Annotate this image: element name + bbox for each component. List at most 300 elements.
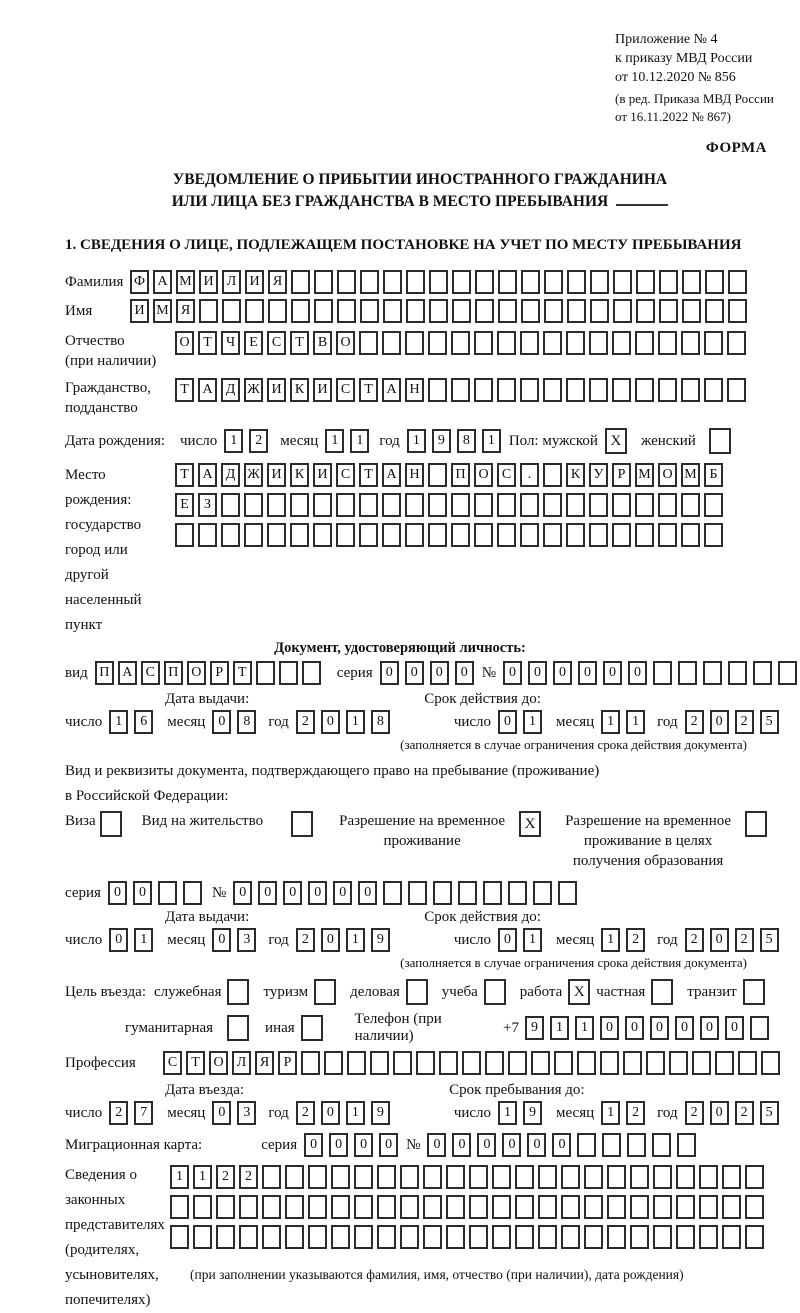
form-cell[interactable] <box>216 1195 235 1219</box>
form-cell[interactable]: 2 <box>735 1101 754 1125</box>
form-cell[interactable]: 7 <box>134 1101 153 1125</box>
form-cell[interactable] <box>331 1195 350 1219</box>
form-cell[interactable]: 1 <box>109 710 128 734</box>
form-cell[interactable] <box>521 270 540 294</box>
form-cell[interactable] <box>612 493 631 517</box>
form-cell[interactable]: 2 <box>685 1101 704 1125</box>
doc-valid-day-input[interactable] <box>498 710 548 734</box>
stay-month-input[interactable] <box>601 1101 651 1125</box>
form-cell[interactable]: Л <box>232 1051 251 1075</box>
form-cell[interactable] <box>567 270 586 294</box>
form-cell[interactable] <box>538 1195 557 1219</box>
form-cell[interactable] <box>406 979 428 1005</box>
form-cell[interactable]: 2 <box>626 928 645 952</box>
form-cell[interactable] <box>428 378 447 402</box>
residence-permit-checkbox[interactable] <box>291 811 317 837</box>
form-cell[interactable] <box>227 1015 249 1041</box>
form-cell[interactable] <box>377 1165 396 1189</box>
sex-male-checkbox[interactable] <box>605 428 631 454</box>
migration-card-number-input[interactable] <box>427 1133 702 1157</box>
form-cell[interactable] <box>567 299 586 323</box>
form-cell[interactable] <box>193 1195 212 1219</box>
permit-valid-year-input[interactable] <box>685 928 785 952</box>
form-cell[interactable] <box>313 523 332 547</box>
form-cell[interactable]: 0 <box>650 1016 669 1040</box>
surname-input[interactable] <box>130 270 751 294</box>
form-cell[interactable] <box>651 979 673 1005</box>
form-cell[interactable] <box>682 270 701 294</box>
form-cell[interactable] <box>745 1195 764 1219</box>
form-cell[interactable] <box>446 1165 465 1189</box>
form-cell[interactable] <box>678 661 697 685</box>
form-cell[interactable] <box>520 378 539 402</box>
form-cell[interactable] <box>722 1165 741 1189</box>
form-cell[interactable] <box>681 331 700 355</box>
form-cell[interactable] <box>612 331 631 355</box>
form-cell[interactable]: С <box>141 661 160 685</box>
legal-reps-input-line1[interactable] <box>170 1165 768 1189</box>
form-cell[interactable]: 2 <box>685 928 704 952</box>
form-cell[interactable]: 0 <box>283 881 302 905</box>
form-cell[interactable] <box>359 331 378 355</box>
form-cell[interactable] <box>728 270 747 294</box>
form-cell[interactable] <box>336 523 355 547</box>
form-cell[interactable]: 1 <box>350 429 369 453</box>
form-cell[interactable]: 1 <box>407 429 426 453</box>
form-cell[interactable]: 0 <box>700 1016 719 1040</box>
form-cell[interactable]: И <box>267 463 286 487</box>
form-cell[interactable] <box>221 493 240 517</box>
form-cell[interactable] <box>727 331 746 355</box>
form-cell[interactable]: 0 <box>333 881 352 905</box>
form-cell[interactable] <box>370 1051 389 1075</box>
form-cell[interactable] <box>100 811 122 837</box>
form-cell[interactable] <box>458 881 477 905</box>
form-cell[interactable]: Т <box>175 463 194 487</box>
form-cell[interactable] <box>543 523 562 547</box>
form-cell[interactable] <box>290 493 309 517</box>
form-cell[interactable]: 0 <box>503 661 522 685</box>
purpose-private-checkbox[interactable] <box>651 979 677 1005</box>
form-cell[interactable]: И <box>267 378 286 402</box>
entry-day-input[interactable] <box>109 1101 159 1125</box>
form-cell[interactable] <box>337 299 356 323</box>
purpose-tourism-checkbox[interactable] <box>314 979 340 1005</box>
form-cell[interactable] <box>704 331 723 355</box>
form-cell[interactable] <box>451 493 470 517</box>
form-cell[interactable] <box>745 1165 764 1189</box>
form-cell[interactable] <box>743 979 765 1005</box>
form-cell[interactable]: 9 <box>371 1101 390 1125</box>
form-cell[interactable] <box>709 428 731 454</box>
form-cell[interactable] <box>738 1051 757 1075</box>
form-cell[interactable]: 6 <box>134 710 153 734</box>
form-cell[interactable]: 9 <box>525 1016 544 1040</box>
phone-input[interactable] <box>525 1016 775 1040</box>
form-cell[interactable] <box>244 523 263 547</box>
form-cell[interactable] <box>533 881 552 905</box>
form-cell[interactable]: 2 <box>216 1165 235 1189</box>
form-cell[interactable] <box>301 1015 323 1041</box>
permit-valid-day-input[interactable] <box>498 928 548 952</box>
form-cell[interactable] <box>347 1051 366 1075</box>
form-cell[interactable] <box>360 299 379 323</box>
doc-series-input[interactable] <box>380 661 480 685</box>
form-cell[interactable] <box>561 1165 580 1189</box>
form-cell[interactable] <box>658 331 677 355</box>
form-cell[interactable]: Т <box>359 463 378 487</box>
form-cell[interactable] <box>635 378 654 402</box>
form-cell[interactable] <box>750 1016 769 1040</box>
form-cell[interactable] <box>653 1225 672 1249</box>
form-cell[interactable] <box>676 1195 695 1219</box>
form-cell[interactable] <box>623 1051 642 1075</box>
form-cell[interactable] <box>354 1165 373 1189</box>
form-cell[interactable]: . <box>520 463 539 487</box>
form-cell[interactable]: 0 <box>380 661 399 685</box>
form-cell[interactable] <box>753 661 772 685</box>
form-cell[interactable] <box>474 378 493 402</box>
form-cell[interactable] <box>498 270 517 294</box>
form-cell[interactable] <box>256 661 275 685</box>
temp-permit-checkbox[interactable] <box>519 811 545 837</box>
form-cell[interactable]: 8 <box>237 710 256 734</box>
form-cell[interactable]: О <box>336 331 355 355</box>
form-cell[interactable] <box>314 299 333 323</box>
form-cell[interactable]: А <box>153 270 172 294</box>
form-cell[interactable] <box>469 1165 488 1189</box>
birthdate-month-input[interactable] <box>325 429 375 453</box>
form-cell[interactable]: С <box>163 1051 182 1075</box>
form-cell[interactable]: 1 <box>626 710 645 734</box>
form-cell[interactable] <box>285 1195 304 1219</box>
form-cell[interactable] <box>635 523 654 547</box>
form-cell[interactable] <box>658 493 677 517</box>
form-cell[interactable] <box>566 331 585 355</box>
form-cell[interactable] <box>705 299 724 323</box>
form-cell[interactable] <box>612 523 631 547</box>
form-cell[interactable] <box>543 493 562 517</box>
form-cell[interactable] <box>607 1225 626 1249</box>
form-cell[interactable]: Я <box>255 1051 274 1075</box>
legal-reps-input-line2[interactable] <box>170 1195 768 1219</box>
form-cell[interactable] <box>558 881 577 905</box>
form-cell[interactable] <box>428 493 447 517</box>
form-cell[interactable]: X <box>605 428 627 454</box>
form-cell[interactable] <box>613 270 632 294</box>
form-cell[interactable]: К <box>290 463 309 487</box>
form-cell[interactable] <box>543 378 562 402</box>
form-cell[interactable]: С <box>336 463 355 487</box>
form-cell[interactable]: Т <box>186 1051 205 1075</box>
form-cell[interactable] <box>262 1195 281 1219</box>
form-cell[interactable] <box>497 493 516 517</box>
form-cell[interactable] <box>653 661 672 685</box>
form-cell[interactable]: И <box>313 378 332 402</box>
form-cell[interactable] <box>521 299 540 323</box>
form-cell[interactable]: 5 <box>760 1101 779 1125</box>
form-cell[interactable] <box>589 331 608 355</box>
form-cell[interactable] <box>630 1165 649 1189</box>
form-cell[interactable] <box>474 493 493 517</box>
form-cell[interactable] <box>699 1165 718 1189</box>
form-cell[interactable]: 2 <box>735 928 754 952</box>
form-cell[interactable] <box>704 523 723 547</box>
form-cell[interactable] <box>382 493 401 517</box>
form-cell[interactable] <box>393 1051 412 1075</box>
form-cell[interactable] <box>590 299 609 323</box>
form-cell[interactable] <box>636 299 655 323</box>
form-cell[interactable] <box>446 1225 465 1249</box>
form-cell[interactable]: 2 <box>296 1101 315 1125</box>
form-cell[interactable] <box>474 331 493 355</box>
form-cell[interactable] <box>423 1225 442 1249</box>
form-cell[interactable] <box>285 1225 304 1249</box>
form-cell[interactable] <box>331 1165 350 1189</box>
form-cell[interactable] <box>308 1165 327 1189</box>
form-cell[interactable] <box>416 1051 435 1075</box>
form-cell[interactable]: 0 <box>354 1133 373 1157</box>
form-cell[interactable]: 2 <box>109 1101 128 1125</box>
edu-permit-checkbox[interactable] <box>745 811 771 837</box>
form-cell[interactable] <box>302 661 321 685</box>
form-cell[interactable] <box>722 1225 741 1249</box>
form-cell[interactable]: 0 <box>625 1016 644 1040</box>
citizenship-input[interactable] <box>175 378 750 402</box>
form-cell[interactable] <box>183 881 202 905</box>
form-cell[interactable] <box>584 1225 603 1249</box>
form-cell[interactable] <box>428 523 447 547</box>
doc-issue-day-input[interactable] <box>109 710 159 734</box>
form-cell[interactable] <box>612 378 631 402</box>
form-cell[interactable] <box>589 493 608 517</box>
form-cell[interactable]: 1 <box>601 710 620 734</box>
form-cell[interactable]: 2 <box>735 710 754 734</box>
form-cell[interactable] <box>383 270 402 294</box>
form-cell[interactable]: У <box>589 463 608 487</box>
form-cell[interactable]: 0 <box>710 710 729 734</box>
form-cell[interactable] <box>635 493 654 517</box>
purpose-transit-checkbox[interactable] <box>743 979 769 1005</box>
doc-valid-year-input[interactable] <box>685 710 785 734</box>
form-cell[interactable]: И <box>199 270 218 294</box>
form-cell[interactable]: 0 <box>552 1133 571 1157</box>
form-cell[interactable] <box>485 1051 504 1075</box>
form-cell[interactable]: 1 <box>134 928 153 952</box>
form-cell[interactable]: X <box>568 979 590 1005</box>
birthdate-day-input[interactable] <box>224 429 274 453</box>
form-cell[interactable] <box>613 299 632 323</box>
form-cell[interactable] <box>554 1051 573 1075</box>
form-cell[interactable] <box>715 1051 734 1075</box>
form-cell[interactable]: О <box>658 463 677 487</box>
form-cell[interactable] <box>699 1225 718 1249</box>
form-cell[interactable]: 3 <box>237 1101 256 1125</box>
form-cell[interactable]: 0 <box>321 710 340 734</box>
form-cell[interactable]: 0 <box>628 661 647 685</box>
form-cell[interactable]: 1 <box>193 1165 212 1189</box>
form-cell[interactable] <box>405 523 424 547</box>
form-cell[interactable]: 8 <box>371 710 390 734</box>
form-cell[interactable] <box>646 1051 665 1075</box>
form-cell[interactable]: 2 <box>626 1101 645 1125</box>
form-cell[interactable]: 0 <box>502 1133 521 1157</box>
permit-issue-month-input[interactable] <box>212 928 262 952</box>
form-cell[interactable] <box>324 1051 343 1075</box>
form-cell[interactable]: 1 <box>575 1016 594 1040</box>
form-cell[interactable] <box>354 1225 373 1249</box>
form-cell[interactable] <box>658 523 677 547</box>
form-cell[interactable] <box>677 1133 696 1157</box>
form-cell[interactable] <box>508 881 527 905</box>
permit-issue-day-input[interactable] <box>109 928 159 952</box>
form-cell[interactable]: Я <box>176 299 195 323</box>
form-cell[interactable] <box>577 1133 596 1157</box>
form-cell[interactable] <box>699 1195 718 1219</box>
entry-month-input[interactable] <box>212 1101 262 1125</box>
name-input[interactable] <box>130 299 751 323</box>
form-cell[interactable] <box>314 979 336 1005</box>
form-cell[interactable]: 1 <box>523 710 542 734</box>
form-cell[interactable] <box>400 1165 419 1189</box>
form-cell[interactable]: К <box>566 463 585 487</box>
form-cell[interactable]: С <box>497 463 516 487</box>
form-cell[interactable]: 0 <box>108 881 127 905</box>
form-cell[interactable] <box>170 1225 189 1249</box>
form-cell[interactable]: Е <box>244 331 263 355</box>
form-cell[interactable] <box>221 523 240 547</box>
form-cell[interactable] <box>520 331 539 355</box>
form-cell[interactable]: М <box>635 463 654 487</box>
form-cell[interactable]: 0 <box>133 881 152 905</box>
form-cell[interactable]: 1 <box>601 1101 620 1125</box>
form-cell[interactable] <box>492 1165 511 1189</box>
form-cell[interactable]: И <box>130 299 149 323</box>
form-cell[interactable] <box>483 881 502 905</box>
form-cell[interactable]: 0 <box>212 1101 231 1125</box>
form-cell[interactable] <box>216 1225 235 1249</box>
form-cell[interactable]: Л <box>222 270 241 294</box>
form-cell[interactable] <box>428 331 447 355</box>
form-cell[interactable]: 0 <box>233 881 252 905</box>
form-cell[interactable] <box>408 881 427 905</box>
form-cell[interactable] <box>544 299 563 323</box>
form-cell[interactable]: Ж <box>244 463 263 487</box>
form-cell[interactable]: 0 <box>308 881 327 905</box>
patronymic-input[interactable] <box>175 331 750 355</box>
form-cell[interactable] <box>520 523 539 547</box>
sex-female-checkbox[interactable] <box>709 428 735 454</box>
form-cell[interactable] <box>262 1165 281 1189</box>
form-cell[interactable] <box>451 378 470 402</box>
form-cell[interactable] <box>406 270 425 294</box>
form-cell[interactable] <box>354 1195 373 1219</box>
form-cell[interactable] <box>451 523 470 547</box>
form-cell[interactable]: 9 <box>432 429 451 453</box>
form-cell[interactable]: А <box>382 378 401 402</box>
form-cell[interactable]: 0 <box>427 1133 446 1157</box>
form-cell[interactable] <box>290 523 309 547</box>
form-cell[interactable]: 1 <box>482 429 501 453</box>
form-cell[interactable]: П <box>451 463 470 487</box>
form-cell[interactable] <box>475 270 494 294</box>
form-cell[interactable]: 0 <box>578 661 597 685</box>
form-cell[interactable]: Т <box>290 331 309 355</box>
form-cell[interactable] <box>682 299 701 323</box>
form-cell[interactable] <box>692 1051 711 1075</box>
form-cell[interactable]: 0 <box>603 661 622 685</box>
doc-number-input[interactable] <box>503 661 800 685</box>
form-cell[interactable]: Ф <box>130 270 149 294</box>
form-cell[interactable]: 2 <box>296 710 315 734</box>
form-cell[interactable]: 1 <box>523 928 542 952</box>
form-cell[interactable] <box>406 299 425 323</box>
form-cell[interactable] <box>728 661 747 685</box>
form-cell[interactable]: Я <box>268 270 287 294</box>
form-cell[interactable] <box>474 523 493 547</box>
form-cell[interactable]: 1 <box>498 1101 517 1125</box>
form-cell[interactable] <box>745 811 767 837</box>
form-cell[interactable] <box>198 523 217 547</box>
form-cell[interactable] <box>703 661 722 685</box>
form-cell[interactable] <box>681 523 700 547</box>
form-cell[interactable]: 0 <box>321 928 340 952</box>
form-cell[interactable] <box>543 331 562 355</box>
form-cell[interactable]: Р <box>612 463 631 487</box>
form-cell[interactable] <box>676 1225 695 1249</box>
form-cell[interactable]: Д <box>221 378 240 402</box>
form-cell[interactable] <box>400 1195 419 1219</box>
form-cell[interactable]: 0 <box>212 928 231 952</box>
form-cell[interactable]: 0 <box>600 1016 619 1040</box>
form-cell[interactable] <box>423 1165 442 1189</box>
form-cell[interactable]: 0 <box>321 1101 340 1125</box>
form-cell[interactable] <box>630 1195 649 1219</box>
form-cell[interactable] <box>199 299 218 323</box>
form-cell[interactable] <box>359 493 378 517</box>
form-cell[interactable]: 1 <box>346 928 365 952</box>
form-cell[interactable]: 0 <box>379 1133 398 1157</box>
form-cell[interactable] <box>704 378 723 402</box>
form-cell[interactable] <box>451 331 470 355</box>
form-cell[interactable]: Н <box>405 463 424 487</box>
permit-number-input[interactable] <box>233 881 583 905</box>
form-cell[interactable] <box>531 1051 550 1075</box>
form-cell[interactable]: Т <box>198 331 217 355</box>
form-cell[interactable] <box>158 881 177 905</box>
form-cell[interactable]: 0 <box>710 1101 729 1125</box>
form-cell[interactable] <box>429 270 448 294</box>
form-cell[interactable] <box>498 299 517 323</box>
form-cell[interactable]: 1 <box>550 1016 569 1040</box>
form-cell[interactable] <box>382 523 401 547</box>
form-cell[interactable]: С <box>267 331 286 355</box>
birthdate-year-input[interactable] <box>407 429 507 453</box>
form-cell[interactable]: О <box>175 331 194 355</box>
form-cell[interactable] <box>497 331 516 355</box>
form-cell[interactable]: 0 <box>212 710 231 734</box>
form-cell[interactable]: 1 <box>601 928 620 952</box>
form-cell[interactable]: А <box>118 661 137 685</box>
form-cell[interactable] <box>681 493 700 517</box>
form-cell[interactable] <box>492 1225 511 1249</box>
form-cell[interactable] <box>239 1195 258 1219</box>
form-cell[interactable] <box>170 1195 189 1219</box>
form-cell[interactable] <box>383 881 402 905</box>
form-cell[interactable]: 1 <box>170 1165 189 1189</box>
form-cell[interactable] <box>469 1195 488 1219</box>
birthplace-input-line2[interactable] <box>175 493 727 517</box>
